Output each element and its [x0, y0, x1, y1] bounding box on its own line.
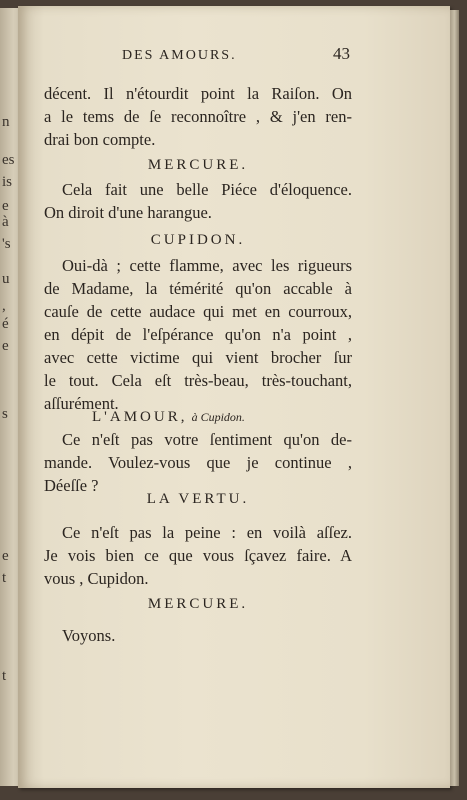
facing-page-fragment: n: [2, 114, 10, 130]
facing-page-fragment: e: [2, 198, 9, 214]
text-line: de Madame, la témérité qu'on accable à: [44, 279, 352, 298]
facing-page-fragment: t: [2, 668, 7, 684]
text-line: cauſe de cette audace qui met en courroux,: [44, 302, 352, 321]
text-line: Oui-dà ; cette flamme, avec les rigueurs: [62, 256, 352, 275]
text-line: drai bon compte.: [44, 130, 156, 149]
facing-page-fragment: e: [2, 338, 9, 354]
text-line: Déeſſe ?: [44, 476, 99, 495]
text-line: vous , Cupidon.: [44, 569, 149, 588]
running-head: DES AMOURS.: [122, 48, 237, 63]
facing-page-fragment: e: [2, 548, 9, 564]
facing-page-fragment: is: [2, 174, 13, 190]
facing-page-fragment: ,: [2, 298, 6, 314]
speaker-name: L'AMOUR,: [92, 409, 188, 425]
text-line: a le tems de ſe reconnoître , & j'en ren-: [44, 107, 352, 126]
text-line: décent. Il n'étourdit point la Raiſon. On: [44, 84, 352, 103]
text-line: Je vois bien ce que vous ſçavez faire. A: [44, 546, 352, 565]
page-number: 43: [333, 44, 350, 63]
text-line: le tout. Cela eſt très-beau, très-touchant,: [44, 371, 352, 390]
text-line: avec cette victime qui vient brocher ſur: [44, 348, 352, 367]
facing-page-fragment: u: [2, 271, 10, 287]
text-line: mande. Voulez-vous que je continue ,: [44, 453, 352, 472]
facing-page-fragment: s: [2, 406, 8, 422]
text-line: Ce n'eſt pas votre ſentiment qu'on de-: [62, 430, 352, 449]
text-line: en dépit de l'eſpérance qu'on n'a point ,: [44, 325, 352, 344]
page-stack-edge: [450, 10, 459, 786]
stage-direction: à Cupidon.: [191, 410, 245, 424]
facing-page-fragment: t: [2, 570, 7, 586]
text-line: Cela fait une belle Piéce d'éloquence.: [62, 180, 352, 199]
speaker-name: LA VERTU.: [146, 491, 250, 507]
speaker-name: MERCURE.: [147, 596, 249, 612]
text-line: aſſurément.: [44, 394, 119, 413]
facing-page-fragment: à: [2, 214, 9, 230]
speaker-name: CUPIDON.: [150, 232, 246, 248]
facing-page-fragment: é: [2, 316, 9, 332]
speaker-line: [92, 404, 352, 429]
text-line: Ce n'eſt pas la peine : en voilà aſſez.: [62, 523, 352, 542]
facing-page-fragment: 's: [2, 236, 11, 252]
text-line: Voyons.: [62, 626, 116, 645]
text-line: On diroit d'une harangue.: [44, 203, 212, 222]
facing-page-fragment: es: [2, 152, 15, 168]
speaker-name: MERCURE.: [147, 157, 249, 173]
